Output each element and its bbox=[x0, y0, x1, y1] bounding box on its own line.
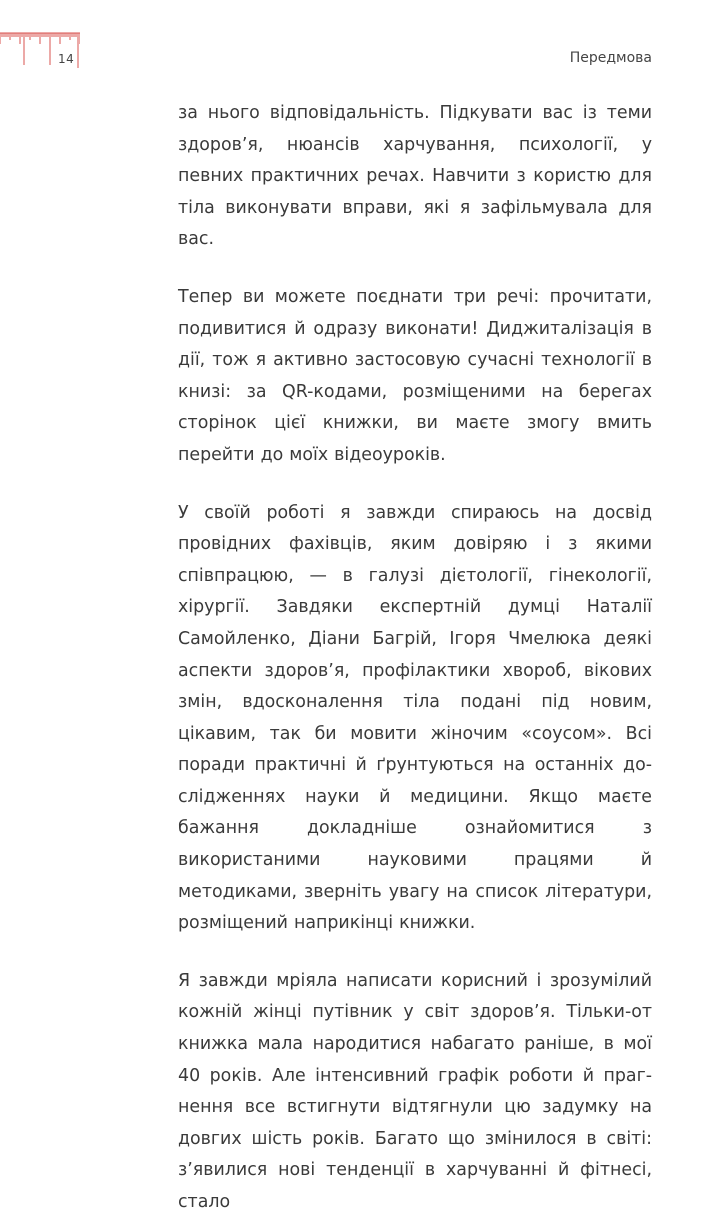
page-number: 14 bbox=[58, 52, 75, 66]
paragraph: за нього відповідальність. Підкувати вас із теми здоров’я, нюансів харчування, психології, у певних практичних речах. Навчити з користю для тіла виконувати вправи, які я зафільмувала для вас. bbox=[178, 103, 652, 250]
paragraph: Тепер ви можете поєднати три речі: прочитати, подивитися й одразу виконати! Диджиталізація в дії, тож я активно застосовую сучасні технології в книзі: за QR-кодами, розміщеними на берегах сторінок цієї книжки, ви маєте змогу вмить перейти до моїх відеоуроків. bbox=[178, 286, 652, 465]
running-header: Передмова bbox=[569, 50, 652, 66]
paragraph: Я завжди мріяла написати корисний і зрозумілий кожній жінці путівник у світ здоров’я. Тільки-от книжка мала народитися набагато раніше, в мої 40 років. Але інтенсивний графік роботи й прагнення все встигнути відтягнули цю задумку на довгих шість років. Багато що змінилося в світі: з’явилися нові тенденції в харчуванні й фітнесі, стало bbox=[178, 970, 652, 1212]
body-text bbox=[178, 98, 652, 1219]
paragraph: У своїй роботі я завжди спираюсь на досвід провідних фахівців, яким довіряю і з якими співпрацюю, — в галузі дієтології, гінекології, хірургії. Завдяки експертній думці Наталії Самойленко, Діани Багрій, Ігоря Чмелюка деякі аспекти здоров’я, профілактики хвороб, вікових змін, вдосконалення тіла подані під новим, цікавим, так би мовити жіночим «соусом». Всі поради практичні й ґрунтуються на останніх дослідженнях науки й медицини. Якщо маєте бажання докладніше ознайомитися з використаними науковими працями й методиками, зверніть увагу на список літератури, розміщений наприкінці книжки. bbox=[178, 502, 652, 934]
